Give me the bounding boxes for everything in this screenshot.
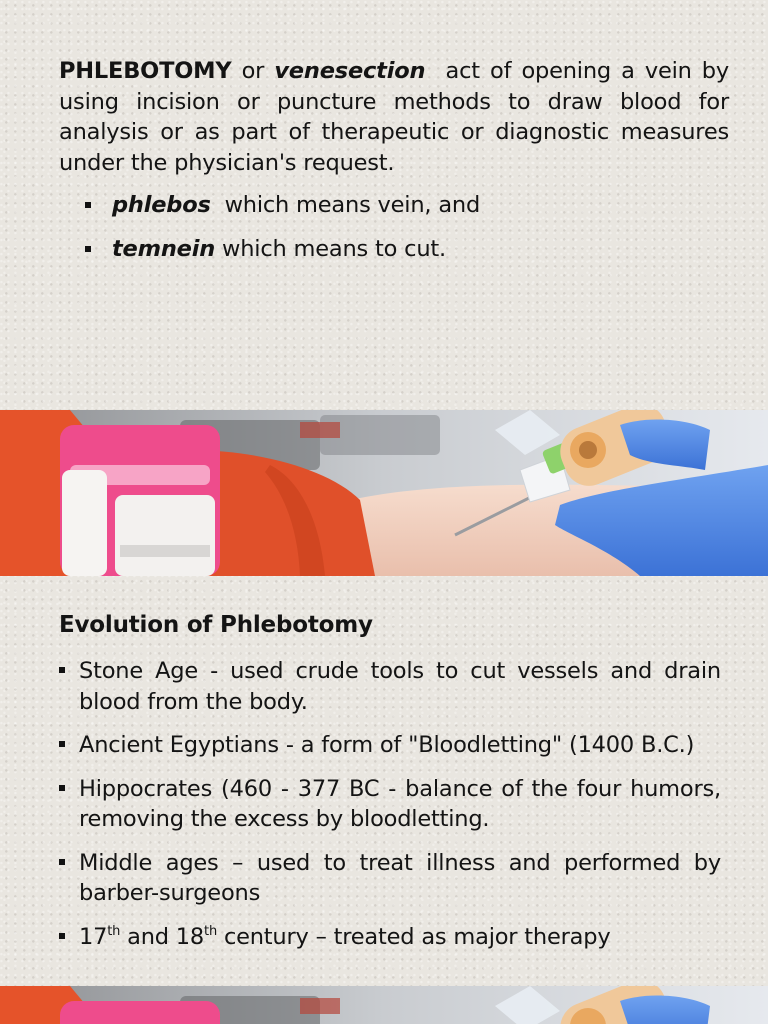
ordinal-suffix: th <box>204 923 217 939</box>
square-bullet-icon <box>85 246 91 252</box>
list-item-text: Stone Age - used crude tools to cut vessels and drain blood from the body. <box>79 658 721 715</box>
list-item <box>59 730 721 761</box>
etymology-meaning: which means to cut. <box>222 236 446 262</box>
slide-title: Evolution of Phlebotomy <box>59 612 373 638</box>
list-item-text: Ancient Egyptians - a form of "Bloodletting" (1400 B.C.) <box>79 732 695 758</box>
list-item <box>59 656 721 717</box>
list-item-text: Hippocrates (460 - 377 BC - balance of the four humors, removing the excess by bloodletting. <box>79 775 721 832</box>
term-phlebotomy: PHLEBOTOMY <box>59 58 232 84</box>
etymology-word: temnein <box>112 236 216 262</box>
square-bullet-icon <box>59 741 65 747</box>
connector-or: or <box>241 58 265 84</box>
list-item-text: Middle ages – used to treat illness and performed by barber-surgeons <box>79 849 721 906</box>
blood-draw-photo-bottom <box>0 986 768 1024</box>
century-mid: and 18 <box>127 923 205 950</box>
blood-draw-illustration <box>0 986 768 1024</box>
definition-paragraph <box>59 56 729 178</box>
century-tail: century – treated as major therapy <box>223 923 611 950</box>
definition-text: act of opening a vein by using incision or puncture methods to draw blood for analysis or as part of therapeutic or diagnostic measures under the physician's request. <box>59 58 730 176</box>
square-bullet-icon <box>59 667 65 673</box>
etymology-item <box>85 190 480 220</box>
square-bullet-icon <box>59 933 65 939</box>
evolution-slide <box>0 576 768 986</box>
list-item <box>59 774 721 835</box>
term-venesection: venesection <box>274 58 426 84</box>
etymology-meaning: which means vein, and <box>224 192 481 218</box>
square-bullet-icon <box>59 785 65 791</box>
definition-slide <box>0 0 768 410</box>
list-item <box>59 922 721 953</box>
etymology-list <box>85 190 480 278</box>
list-item <box>59 848 721 909</box>
evolution-list <box>59 656 721 965</box>
blood-draw-photo <box>0 410 768 576</box>
ordinal-suffix: th <box>107 923 121 939</box>
square-bullet-icon <box>85 202 91 208</box>
etymology-item <box>85 234 480 264</box>
century-start: 17 <box>79 923 108 950</box>
etymology-word: phlebos <box>112 192 211 218</box>
blood-draw-illustration <box>0 410 768 576</box>
square-bullet-icon <box>59 859 65 865</box>
